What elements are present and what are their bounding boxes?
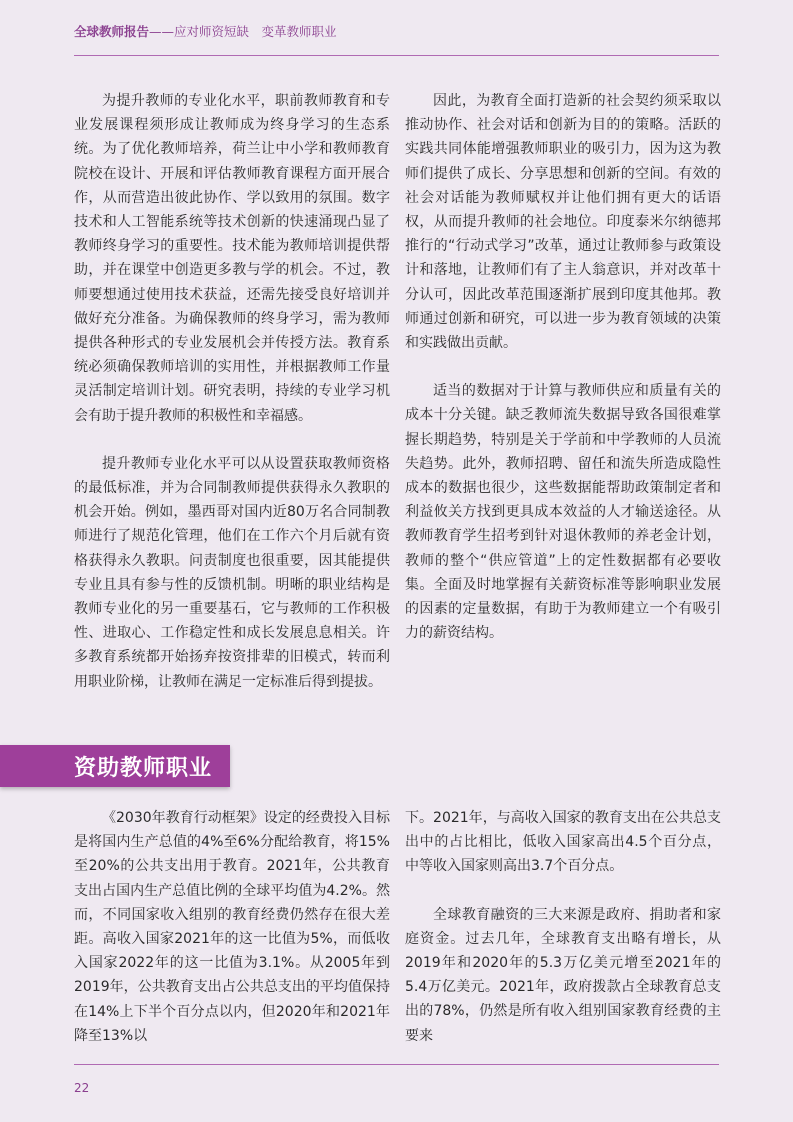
section-title: 资助教师职业 (74, 756, 213, 781)
top-left-column (74, 89, 390, 694)
paragraph: 适当的数据对于计算与教师供应和质量有关的成本十分关键。缺乏教师流失数据导致各国很难掌握长期趋势，特别是关于学前和中学教师的人员流失趋势。此外，教师招聘、留任和流失所造成隐性成本的数据也很少，这些数据能帮助政策制定者和利益攸关方找到更具成本效益的人才输送途径。从教师教育学生招考到针对退休教师的养老金计划，教师的整个“供应管道”上的定性数据都有必要收集。全面及时地掌握有关薪资标准等影响职业发展的因素的定量数据，有助于为教师建立一个有吸引力的薪资结构。 (405, 383, 721, 642)
paragraph-continuation: 下。2021年，与高收入国家的教育支出在公共总支出中的占比相比，低收入国家高出4.5个百分点，中等收入国家则高出3.7个百分点。 (405, 810, 721, 875)
report-subtitle: ——应对师资短缺 变革教师职业 (149, 24, 337, 39)
section-heading-bar (0, 745, 230, 787)
running-header (74, 22, 719, 40)
top-right-column (405, 89, 721, 645)
bottom-left-column (74, 806, 390, 1048)
paragraph: 因此，为教育全面打造新的社会契约须采取以推动协作、社会对话和创新为目的的策略。活跃的实践共同体能增强教师职业的吸引力，因为这为教师们提供了成长、分享思想和创新的空间。有效的社会对话能为教师赋权并让他们拥有更大的话语权，从而提升教师的社会地位。印度泰米尔纳德邦推行的“行动式学习”改革，通过让教师参与政策设计和落地，让教师们有了主人翁意识，并对改革十分认可，因此改革范围逐渐扩展到印度其他邦。教师通过创新和研究，可以进一步为教育领域的决策和实践做出贡献。 (405, 93, 721, 352)
paragraph: 全球教育融资的三大来源是政府、捐助者和家庭资金。过去几年，全球教育支出略有增长，从2019年和2020年的5.3万亿美元增至2021年的5.4万亿美元。2021年，政府拨款占全球教育总支出的78%，仍然是所有收入组别国家教育经费的主要来 (405, 906, 721, 1044)
page-number: 22 (74, 1081, 90, 1095)
paragraph: 《2030年教育行动框架》设定的经费投入目标是将国内生产总值的4%至6%分配给教育，将15%至20%的公共支出用于教育。2021年，公共教育支出占国内生产总值比例的全球平均值为4.2%。然而，不同国家收入组别的教育经费仍然存在很大差距。高收入国家2021年的这一比值为5%，而低收入国家2022年的这一比值为3.1%。从2005年到2019年，公共教育支出占公共总支出的平均值保持在14%上下半个百分点以内，但2020年和2021年降至13%以 (74, 810, 390, 1044)
header-divider (74, 55, 719, 56)
paragraph: 为提升教师的专业化水平，职前教师教育和专业发展课程须形成让教师成为终身学习的生态系统。为了优化教师培养，荷兰让中小学和教师教育院校在设计、开展和评估教师教育课程方面开展合作，从而营造出彼此协作、学以致用的氛围。数字技术和人工智能系统等技术创新的快速涌现凸显了教师终身学习的重要性。技术能为教师培训提供帮助，并在课堂中创造更多教与学的机会。不过，教师要想通过使用技术获益，还需先接受良好培训并做好充分准备。为确保教师的终身学习，需为教师提供各种形式的专业发展机会并传授方法。教育系统必须确保教师培训的实用性，并根据教师工作量灵活制定培训计划。研究表明，持续的专业学习机会有助于提升教师的积极性和幸福感。 (74, 93, 390, 424)
report-name: 全球教师报告 (74, 24, 150, 39)
footer-divider (74, 1064, 719, 1065)
paragraph: 提升教师专业化水平可以从设置获取教师资格的最低标准，并为合同制教师提供获得永久教职的机会开始。例如，墨西哥对国内近80万名合同制教师进行了规范化管理，他们在工作六个月后就有资格获得永久教职。问责制度也很重要，因其能提供专业且具有参与性的反馈机制。明晰的职业结构是教师专业化的另一重要基石，它与教师的工作积极性、进取心、工作稳定性和成长发展息息相关。许多教育系统都开始扬弃按资排辈的旧模式，转而利用职业阶梯，让教师在满足一定标准后得到提拔。 (74, 455, 390, 690)
bottom-right-column (405, 806, 721, 1048)
